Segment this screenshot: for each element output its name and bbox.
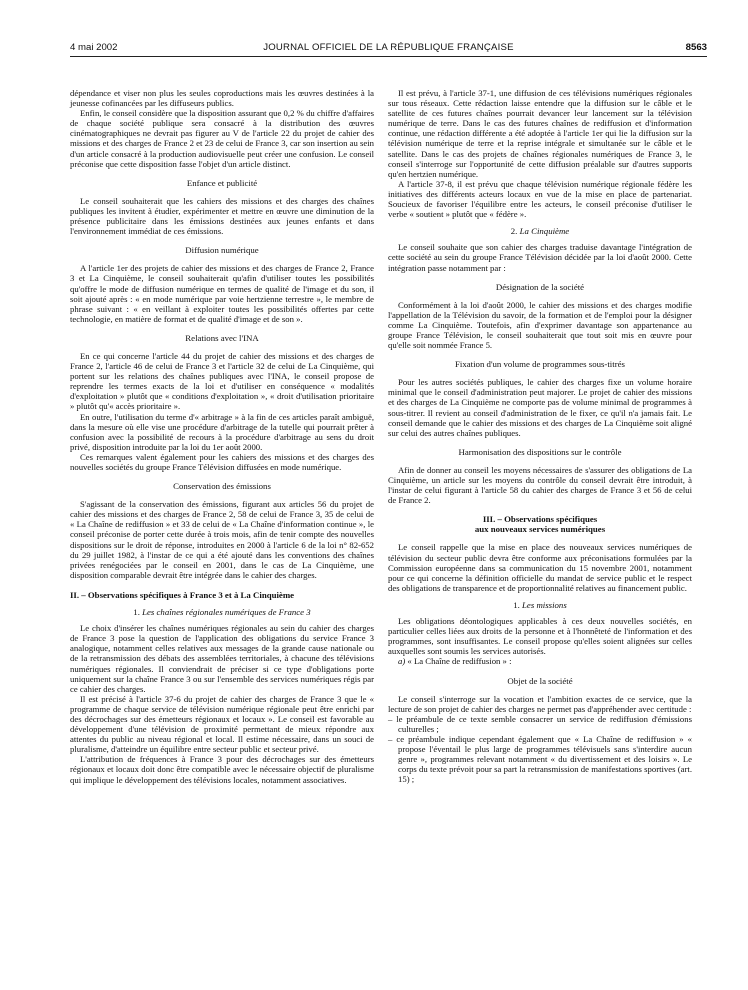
- section-heading-designation: Désignation de la société: [495, 281, 585, 292]
- paragraph: dépendance et viser non plus les seules coproductions mais les œuvres destinées à la jeunesse cofinancées par les diffuseurs publics.: [70, 88, 374, 109]
- subsection-heading-cinquieme: [388, 226, 692, 236]
- section-heading-ina: Relations avec l'INA: [185, 332, 259, 343]
- paragraph: Le conseil s'interroge sur la vocation et l'ambition exactes de ce service, que la lecture de son projet de cahier des charges ne permet pas d'appréhender avec certitude :: [388, 693, 692, 714]
- paragraph: En ce qui concerne l'article 44 du projet de cahier des missions et des charges de France 2, l'article 46 de celui de France 3 et l'article 32 de celui de La Cinquième, qui portent sur les relations des chaînes publiques avec l'INA, le conseil propose de reprendre les termes exacts de la loi et d'utiliser en conséquence « modalités d'exploitation » plutôt que « conditions d'exploitation », « droit d'utilisation prioritaire » plutôt qu'« accès prioritaire ».: [70, 350, 374, 412]
- paragraph: A l'article 37-8, il est prévu que chaque télévision numérique régionale fédère les initiatives des différents acteurs locaux en vue de la mise en place de partenariat. Soucieux de favoriser l'équilibre entre les acteurs, le conseil préconise d'utiliser le verbe « soutient » plutôt que « fédère ».: [388, 178, 692, 220]
- section-heading-observations-3b: aux nouveaux services numériques: [474, 524, 606, 535]
- section-heading-conservation: Conservation des émissions: [173, 481, 271, 492]
- paragraph: Le conseil rappelle que la mise en place des nouveaux services numériques de télévision du secteur public devra être conforme aux préconisations formulées par la Commission européenne dans sa communication du 15 novembre 2001, notamment pour ce qui concerne la définition officielle du mandat de service public et le respect des obligations de transparence et de proportionnalité relatives au financement public.: [388, 542, 692, 593]
- subsection-title: Les missions: [522, 599, 567, 610]
- section-heading-observations-3a: III. – Observations spécifiques: [482, 514, 598, 525]
- subsection-number: 1.: [133, 607, 140, 618]
- header-journal-title: JOURNAL OFFICIEL DE LA RÉPUBLIQUE FRANÇAISE: [263, 42, 514, 53]
- header-date: 4 mai 2002: [70, 42, 118, 53]
- paragraph: Enfin, le conseil considère que la disposition assurant que 0,2 % du chiffre d'affaires de chaque société publique sera consacré à la distribution des œuvres cinématographiques ne devrait pas figurer au V de l'article 22 du projet de cahier des missions et des charges de France 2 et 23 de celui de France 3, car son insertion au sein d'un article consacré à la production audiovisuelle peut créer une confusion. Le conseil préconise que cette disposition fasse l'objet d'un article distinct.: [70, 108, 374, 169]
- paragraph: En outre, l'utilisation du terme d'« arbitrage » à la fin de ces articles paraît ambiguë, dans la mesure où elle vise une procédure d'arbitrage de la tutelle qui pourrait prêter à confusion avec la possibilité de recours à la procédure d'arbitrage au sens du droit privé, disposition introduite par la loi du 1er août 2000.: [70, 411, 374, 452]
- paragraph: Les obligations déontologiques applicables à ces deux nouvelles sociétés, en particulier celles liées aux droits de la personne et à l'honnêteté de l'information et des programmes, sont insuffisantes. Le conseil propose qu'elles soient alignées sur celles auxquelles sont soumis les services autorisés.: [388, 616, 692, 657]
- section-heading-harmonisation: Harmonisation des dispositions sur le contrôle: [458, 446, 622, 457]
- paragraph: Le conseil souhaite que son cahier des charges traduise davantage l'intégration de cette société au sein du groupe France Télévision décidée par la loi d'août 2000. Cette intégration passe notamment par :: [388, 242, 692, 273]
- paragraph: Il est précisé à l'article 37-6 du projet de cahier des charges de France 3 que le « programme de chaque service de télévision numérique régionale peut être enrichi par des décrochages sur des émetteurs régionaux et locaux ». Le conseil est favorable au développement d'une télévision de proximité permettant de mieux répondre aux attentes du public au niveau régional et local. Il estime nécessaire, dans un souci de pluralisme, d'atteindre un équilibre entre secteur public et secteur privé.: [70, 693, 374, 755]
- subsection-number: 2.: [510, 226, 518, 237]
- section-heading-enfance: Enfance et publicité: [186, 177, 258, 188]
- paragraph: Afin de donner au conseil les moyens nécessaires de s'assurer des obligations de La Cinquième, un article sur les moyens du contrôle du conseil devrait être introduit, à l'instar de celui figurant à l'article 58 du cahier des charges de France 3 et 56 de celui de France 2.: [388, 464, 692, 506]
- header-page-number: 8563: [685, 42, 707, 53]
- paragraph: Pour les autres sociétés publiques, le cahier des charges fixe un volume horaire minimal que le conseil d'administration peut majorer. Le projet de cahier des missions et des charges de La Cinquième ne comporte pas de volume minimal de programmes à sous-titrer. Il revient au conseil d'administration de le fixer, ce qu'il n'a jamais fait. Le conseil demande que le cahier des missions et des charges de La Cinquième soit aligné sur celui des autres chaînes publiques.: [388, 377, 692, 438]
- paragraph: S'agissant de la conservation des émissions, figurant aux articles 56 du projet de cahier des missions et des charges de France 2, 58 de celui de France 3, 35 de celui de « La Chaîne de rediffusion » et 33 de celui de « La Chaîne d'information continue », le conseil préconise de porter cette durée à trois mois, afin de tenir compte des nouvelles dispositions sur le droit de réponse, introduites en 2000 à l'article 6 de la loi n° 82-652 du 29 juillet 1982, à l'instar de ce qui a été ajouté dans les conventions des chaînes privées renégociées par le conseil en 2001, dans le cas de La Cinquième, une disposition comparable devrait être intégrée dans le cahier des charges.: [70, 499, 374, 580]
- paragraph: Le conseil souhaiterait que les cahiers des missions et des charges des chaînes publiques les invitent à étudier, expérimenter et mettre en œuvre une diminution de la présence publicitaire dans les émissions destinées aux jeunes enfants et dans l'environnement immédiat de ces émissions.: [70, 195, 374, 237]
- subsection-number: 1.: [513, 599, 520, 610]
- paragraph: L'attribution de fréquences à France 3 pour des décrochages sur des émetteurs régionaux et locaux doit donc être compatible avec le nécessaire objectif de pluralisme qui implique le développement des télévisions locales, notamment associatives.: [70, 754, 374, 785]
- section-heading-objet: Objet de la société: [507, 675, 573, 686]
- left-column: [70, 88, 374, 785]
- list-item: – le préambule de ce texte semble consacrer un service de rediffusion d'émissions culturelles ;: [388, 714, 692, 734]
- paragraph: Le choix d'insérer les chaînes numériques régionales au sein du cahier des charges de France 3 pose la question de l'application des obligations du service France 3 analogique, notamment celles relatives aux messages de la grande cause nationale ou de la retransmission des débats des assemblées territoriales, à chacune des télévisions numériques régionales. Il conviendrait de préciser si ce type d'obligations porte uniquement sur la chaîne France 3 ou sur l'ensemble des services numériques régis par ce cahier des charges.: [70, 623, 374, 694]
- paragraph: Ces remarques valent également pour les cahiers des missions et des charges des nouvelles sociétés du groupe France Télévision diffusées en mode numérique.: [70, 451, 374, 472]
- dash-list: [388, 714, 692, 785]
- header-rule: [70, 56, 707, 57]
- subsection-title: Les chaînes régionales numériques de France 3: [142, 607, 311, 618]
- paragraph: A l'article 1er des projets de cahier des missions et des charges de France 2, France 3 et La Cinquième, le conseil souhaiterait qu'afin d'utiliser toutes les possibilités qu'offre le mode de diffusion numérique en termes de qualité de l'image et du son, il soit ajouté après : « en mode numérique par voie hertzienne terrestre », le membre de phrase suivant : « en veillant à exploiter toutes les possibilités offertes par cette technologie, en matière de format et de qualité d'image et de son ».: [70, 263, 374, 324]
- paragraph: Il est prévu, à l'article 37-1, une diffusion de ces télévisions numériques régionales sur tous réseaux. Cette rédaction laisse entendre que la diffusion sur le câble et le satellite de ces futures chaînes pourrait devancer leur lancement sur la télévision numérique de terre. Dans le cas des futures chaînes de rediffusion et d'information continue, une rédaction différente a été adoptée à l'article 1er qui lie la diffusion sur la télévision numérique de terre et la reprise intégrale et simultanée sur le câble et le satellite. Dans le cas des projets de chaînes régionales numériques de France 3, le conseil s'interroge sur l'opportunité de cette diffusion préalable sur d'autres supports qu'en hertzien numérique.: [388, 88, 692, 179]
- paragraph: Conformément à la loi d'août 2000, le cahier des missions et des charges modifie l'appellation de la Télévision du savoir, de la formation et de l'emploi pour la désigner comme La Cinquième. Toutefois, afin d'exprimer davantage son appartenance au groupe France Télévision, le conseil souhaiterait que tout soit mis en œuvre pour qu'elle soit nommée France 5.: [388, 299, 692, 351]
- section-heading-fixation: Fixation d'un volume de programmes sous-titrés: [455, 359, 625, 370]
- subsection-title: La Cinquième: [519, 226, 570, 237]
- section-heading-observations-2: II. – Observations spécifiques à France 3 et à La Cinquième: [70, 589, 295, 600]
- right-column: [388, 88, 692, 784]
- item-text: « La Chaîne de rediffusion » :: [407, 656, 512, 667]
- item-letter: a): [398, 656, 406, 667]
- list-item: – ce préambule indique cependant également que « La Chaîne de rediffusion » « propose l'éventail le plus large de programmes télévisuels sans s'interdire aucun genre », programmes relevant notamment « du divertissement et des loisirs ». Le corps du texte prévoit pour sa part la retransmission de manifestations sportives (art. 15) ;: [388, 734, 692, 784]
- subsection-heading-missions: [388, 600, 692, 610]
- paragraph-item-a: [388, 656, 692, 666]
- subsection-heading-chaines: [70, 607, 374, 617]
- section-heading-diffusion: Diffusion numérique: [185, 245, 259, 256]
